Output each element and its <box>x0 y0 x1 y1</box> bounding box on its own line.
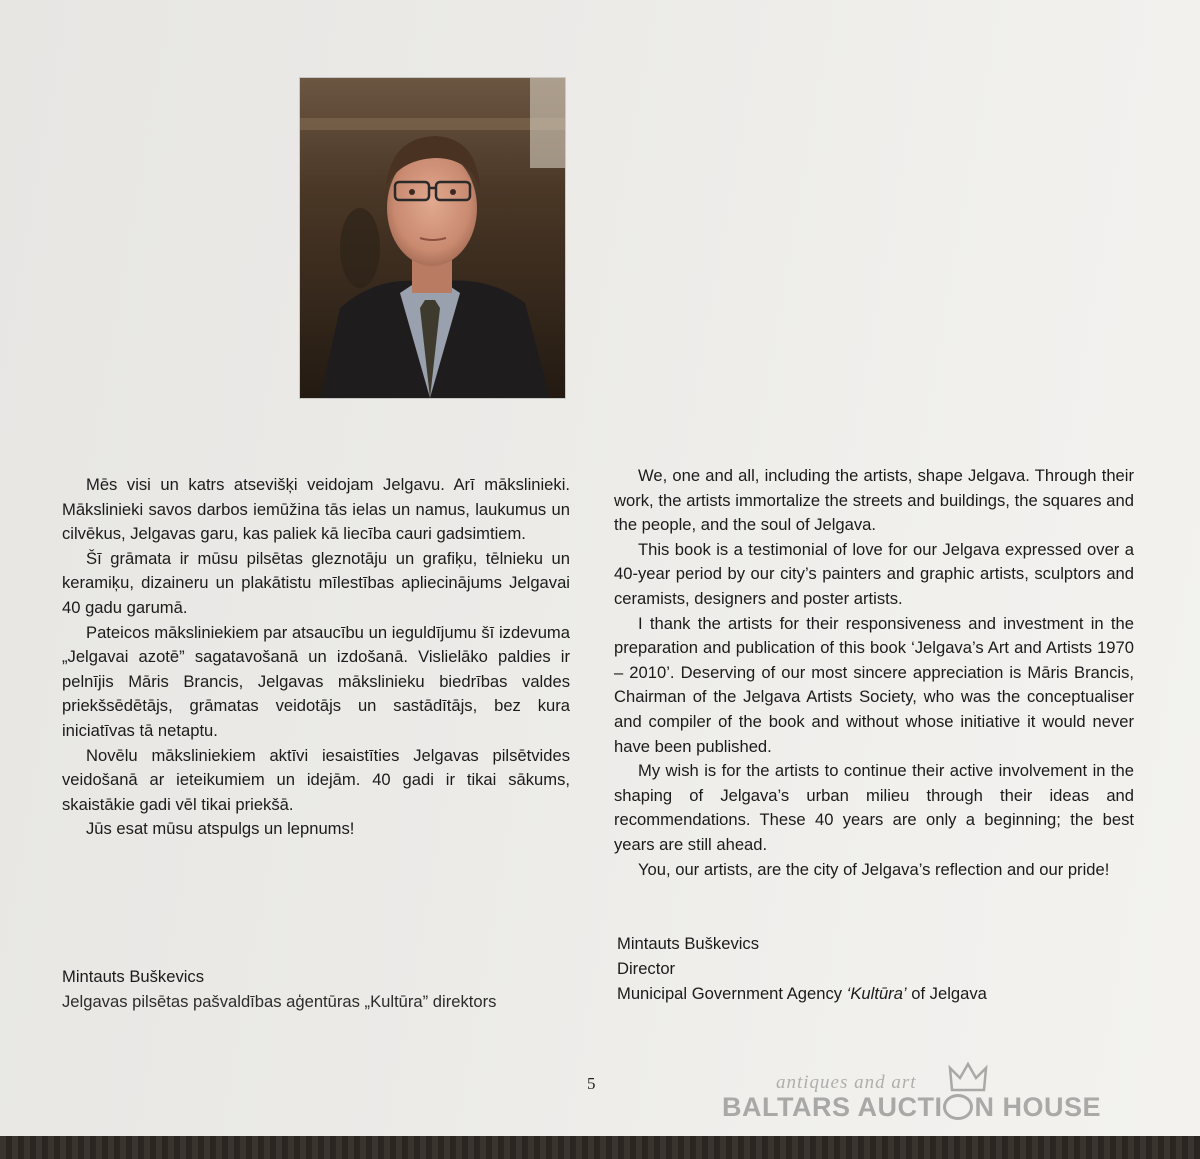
signature-name: Mintauts Buškevics <box>617 934 760 953</box>
latvian-signature <box>62 964 496 1014</box>
agency-prefix: Municipal Government Agency <box>617 984 847 1003</box>
english-paragraph: This book is a testimonial of love for our Jelgava expressed over a 40-year period by our city’s painters and graphic artists, sculptors and ceramists, designers and poster artists. <box>614 539 1134 608</box>
english-paragraph: My wish is for the artists to continue their active involvement in the shaping of Jelgava’s urban milieu through their ideas and recommendations. These 40 years are only a beginning; the best years are still ahead. <box>614 761 1134 854</box>
signature-agency <box>617 981 987 1006</box>
watermark-tagline: antiques and art <box>776 1072 917 1093</box>
page-number: 5 <box>587 1074 596 1093</box>
latvian-paragraph: Šī grāmata ir mūsu pilsētas gleznotāju un grafiķu, tēlnieku un keramiķu, dizaineru un plakātistu mīlestības apliecinājums Jelgavai 40 gadu garumā. <box>62 548 570 617</box>
watermark-name-part2: N HOUSE <box>974 1092 1102 1122</box>
director-portrait <box>300 78 565 398</box>
english-signature <box>617 931 987 1006</box>
table-surface <box>0 1136 1200 1159</box>
english-text-column <box>614 464 1134 882</box>
signature-role: Jelgavas pilsētas pašvaldības aģentūras „Kultūra” direktors <box>62 992 497 1011</box>
agency-suffix: of Jelgava <box>906 984 987 1003</box>
latvian-paragraph: Jūs esat mūsu atspulgs un lepnums! <box>86 819 355 839</box>
signature-name: Mintauts Buškevics <box>62 967 205 986</box>
watermark-name <box>722 1092 1101 1123</box>
watermark-name-part1: BALTARS AUCTI <box>722 1092 943 1122</box>
latvian-paragraph: Mēs visi un katrs atsevišķi veidojam Jelgavu. Arī mākslinieki. Mākslinieki savos darbos iemūžina tās ielas un namus, laukumus un cilvēkus, Jelgavas garu, kas paliek kā liecība cauri gadsimtiem. <box>62 475 570 544</box>
agency-name: ‘Kultūra’ <box>846 984 907 1003</box>
watermark-o-icon <box>943 1094 973 1120</box>
english-paragraph: We, one and all, including the artists, shape Jelgava. Through their work, the artists immortalize the streets and buildings, the squares and the people, and the soul of Jelgava. <box>614 466 1134 535</box>
english-paragraph: I thank the artists for their responsiveness and investment in the preparation and publication of this book ‘Jelgava’s Art and Artists 1970 – 2010’. Deserving of our most sincere appreciation is Māris Brancis, Chairman of the Jelgava Artists Society, who was the conceptualiser and compiler of the book and without whose initiative it would never have been published. <box>614 613 1134 756</box>
latvian-text-column <box>62 473 570 842</box>
latvian-paragraph: Novēlu māksliniekiem aktīvi iesaistīties Jelgavas pilsētvides veidošanā ar ieteikumiem un idejām. 40 gadi ir tikai sākums, skaistākie gadi vēl tikai priekšā. <box>62 745 570 814</box>
latvian-paragraph: Pateicos māksliniekiem par atsaucību un ieguldījumu šī izdevuma „Jelgavai azotē” sagatavošanā un izdošanā. Vislielāko paldies ir pelnījis Māris Brancis, Jelgavas mākslinieku biedrības valdes priekšsēdētājs, grāmatas veidotājs un sastādītājs, bez kura iniciatīvas tā netaptu. <box>62 622 570 740</box>
english-paragraph: You, our artists, are the city of Jelgava’s reflection and our pride! <box>638 859 1110 879</box>
signature-title: Director <box>617 959 676 978</box>
crown-icon <box>948 1060 988 1094</box>
